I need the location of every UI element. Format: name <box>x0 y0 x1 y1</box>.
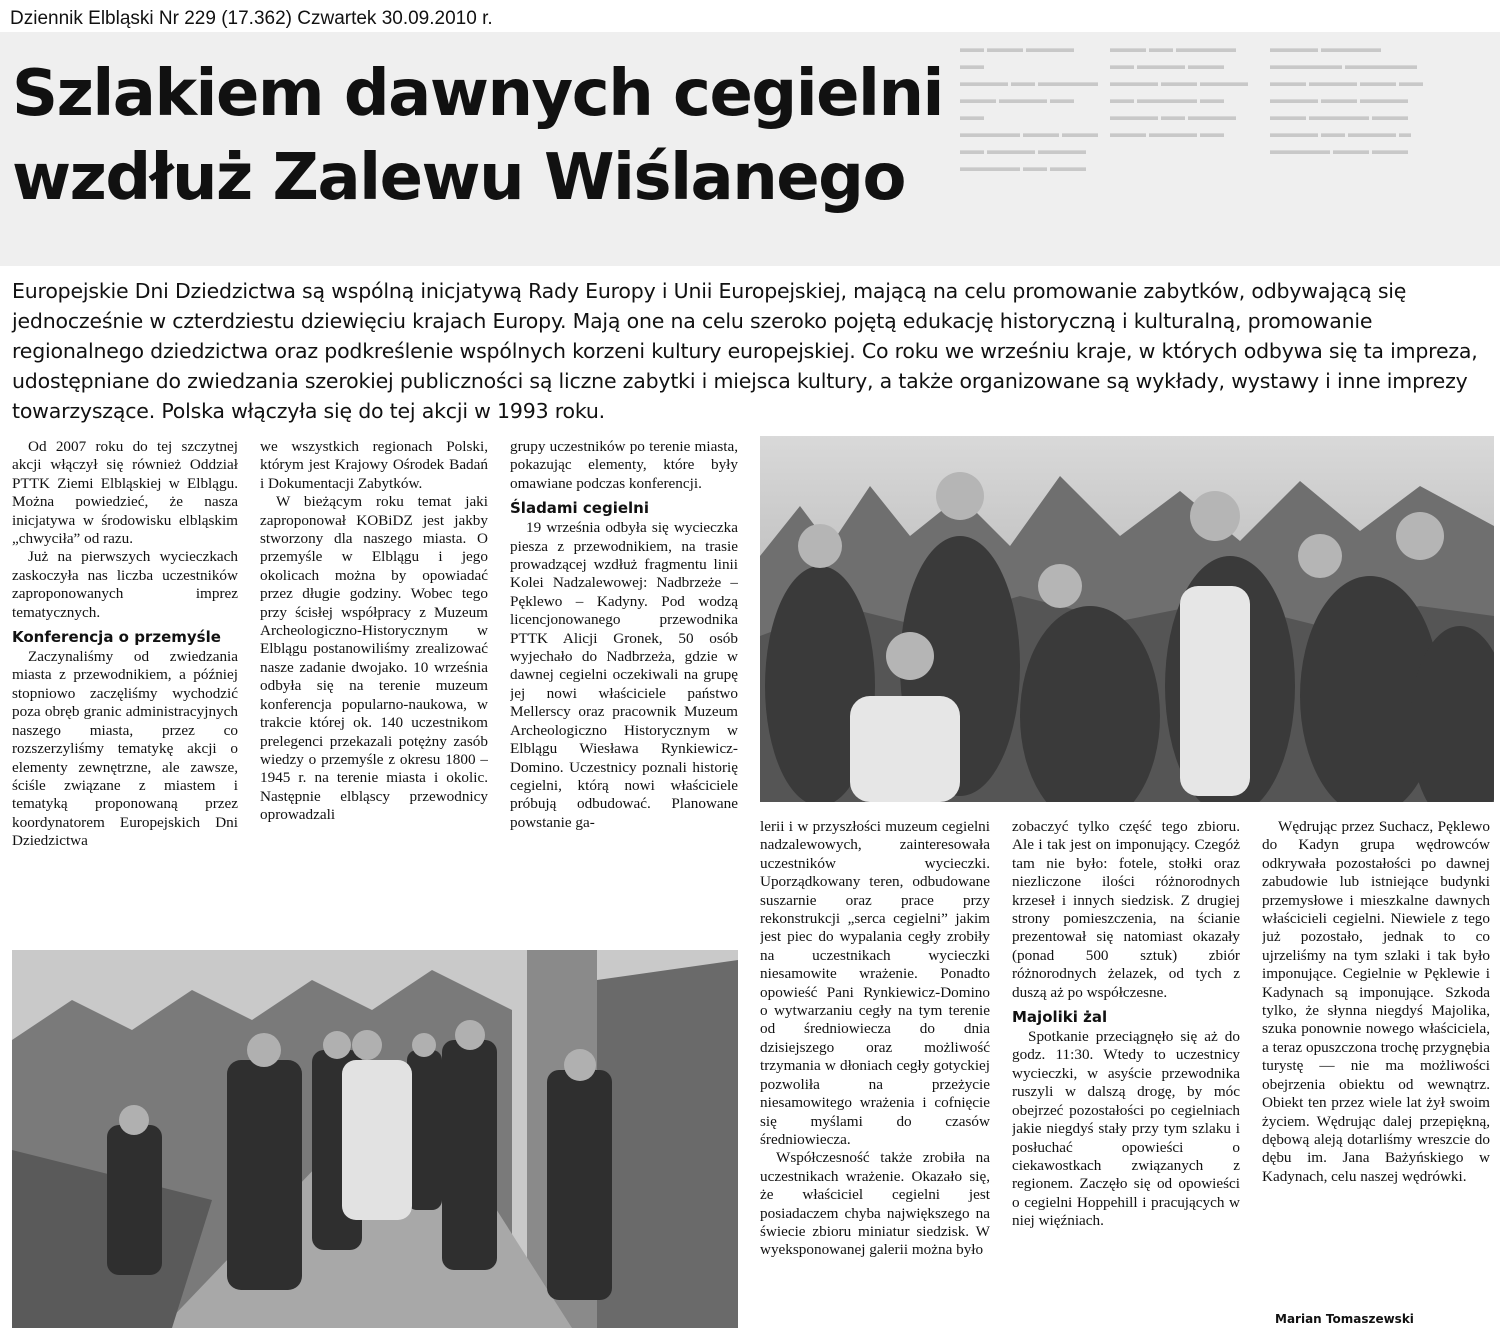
title-line-1: Szlakiem dawnych cegielni <box>12 57 943 131</box>
subheading-sladami: Śladami cegielni <box>510 499 649 518</box>
paragraph: W bieżącym roku temat jaki zaproponował KOBiDZ jest jakby stworzony dla naszego miasta. O przemyśle w Elblągu i jego okolicach można by opowiadać przez długie godziny. Wobec tego przy ścisłej współpracy z Muzeum Archeologiczno-Historycznym w Elblągu postanowiliśmy zrealizować nasze zadanie dwojako. 10 września odbyła się na terenie muzeum konferencja popularno-naukowa, w trakcie której ok. 140 uczestnikom prelegenci przekazali potężny zasób wiedzy o przemyśle z okresu 1800 – 1945 r. na terenie miasta i okolic. Następnie elbląscy przewodnicy oprowadzali <box>260 493 488 824</box>
subheading-konferencja: Konferencja o przemyśle <box>12 628 221 647</box>
photo-group-with-guide-image <box>760 436 1494 802</box>
title-line-2: wzdłuż Zalewu Wiślanego <box>12 141 905 215</box>
paragraph: Wędrując przez Suchacz, Pęklewo do Kadyn grupa wędrowców odkrywała pozostałości po dawnej zabudowie lub istniejące budynki przemysłowe i mieszkalne dawnych właścicieli cegielni. Niewiele z tego już pozostało, jednak to co ujrzeliśmy na tym szlaki i tak było imponujące. Cegielnie w Pęklewie i Kadynach są imponujące. Szkoda tylko, że słynna niegdyś Majolika, szuka ponownie nowego właściciela, a teraz opuszczona trochę przygnębia turystę — nie ma możliwości obejrzenia obiektu od wewnątrz. Obiekt ten przez wiele lat żył swoim życiem. Wędrując dalej przepiękną, dębową aleją dotarliśmy wreszcie do dębu im. Jana Bażyńskiego w Kadynach, celu naszej wędrówki. <box>1262 818 1490 1185</box>
paragraph: 19 września odbyła się wycieczka piesza z przewodnikiem, na trasie prowadzącej wzdłuż fragmentu linii Kolei Nadzalewowej: Nadbrzeże – Pęklewo – Kadyny. Pod wodzą licencjonowanego przewodnika PTTK Alicji Gronek, 50 osób wyjechało do Nadbrzeża, gdzie w dawnej cegielni oczekiwali na grupę jej nowi właściciele państwo Mellerscy oraz pracownik Muzeum Archeologiczno Historycznym w Elblągu Wiesława Rynkiewicz-Domino. Uczestnicy poznali historię cegielni, którą nowi właściciele próbują odbudować. Planowane powstanie ga- <box>510 519 738 831</box>
subheading-majoliki: Majoliki żal <box>1012 1008 1108 1027</box>
paragraph: Od 2007 roku do tej szczytnej akcji włączył się również Oddział PTTK Ziemi Elbląskiej w Elblągu. Można powiedzieć, że nasza inicjatywa w środowisku elbląskim „chwyciła” od razu. <box>12 438 238 548</box>
paragraph: Spotkanie przeciągnęło się aż do godz. 11:30. Wtedy to uczestnicy wycieczki, w asyście przewodnika ruszyli w dalszą drogę, by móc obejrzeć pozostałości po cegielniach jakie niegdyś stały przy tym szlaku i posłuchać opowieści o ciekawostkach związanych z regionem. Zaczęło się od opowieści o cegielni Hoppehill i pracujących w niej więźniach. <box>1012 1028 1240 1230</box>
ghost-column: ▬▬ ▬▬▬ ▬▬▬▬ ▬▬ ▬▬▬▬ ▬▬ ▬▬▬▬▬ ▬▬▬ ▬▬▬▬ ▬▬ ▬▬ ▬▬▬▬▬ ▬▬▬ ▬▬▬ ▬▬ ▬▬▬▬ ▬▬▬▬ ▬▬▬▬▬ ▬▬ ▬▬▬ <box>960 41 1098 174</box>
text-column-3 <box>510 438 738 942</box>
text-column-2 <box>260 438 488 942</box>
author-byline: Marian Tomaszewski <box>1275 1312 1414 1326</box>
photo-group-with-guide <box>760 436 1494 802</box>
photo-walking-group-image <box>12 950 738 1328</box>
paragraph: we wszystkich regionach Polski, którym jest Krajowy Ośrodek Badań i Dokumentacji Zabytków. <box>260 438 488 492</box>
paragraph: Współczesność także zrobiła na uczestnikach wrażenie. Okazało się, że właściciel cegielni jest posiadaczem chyba największego na świecie zbioru miniatur siedzisk. W wyeksponowanej galerii można było <box>760 1149 990 1259</box>
paragraph: zobaczyć tylko część tego zbioru. Ale i tak jest on imponujący. Czegóż tam nie było: fotele, stołki oraz niezliczone ilości różnorodnych krzeseł i innych siedzisk. Z drugiej strony pomieszczenia, na ścianie prezentował się natomiast okazały (ponad 500 sztuk) zbiór różnorodnych żelazek, od tych z duszą aż po współczesne. <box>1012 818 1240 1001</box>
article-title <box>12 52 943 220</box>
ghost-column: ▬▬▬▬ ▬▬▬▬▬ ▬▬▬▬▬▬ ▬▬▬▬▬▬ ▬▬▬ ▬▬▬▬ ▬▬▬ ▬▬ ▬▬▬▬ ▬▬▬ ▬▬▬▬ ▬▬▬ ▬▬▬▬▬ ▬▬▬ ▬▬▬▬ ▬▬ ▬▬▬▬ ▬ ▬▬▬▬▬ ▬▬▬ ▬▬▬ <box>1270 41 1423 157</box>
paragraph: lerii i w przyszłości muzeum cegielni nadzalewowych, zainteresowała uczestników wycieczki. Uporządkowany teren, odbudowane suszarnie oraz prace przy rekonstrukcji „serca cegielni” jakim jest piec do wypalania cegły zrobiły na uczestnikach wycieczki niesamowite wrażenie. Ponadto opowieść Pani Rynkiewicz-Domino o wytwarzaniu cegły na tym terenie od średniowiecza do dnia dzisiejszego oraz możliwość trzymania w dłoniach cegły gotyckiej pozwoliła na przeżycie niesamowitego wrażenia i cofnięcie się myślami do czasów średniowiecza. <box>760 818 990 1148</box>
text-column-6 <box>1262 818 1490 1310</box>
ghost-column: ▬▬▬ ▬▬ ▬▬▬▬▬ ▬▬ ▬▬▬▬ ▬▬▬ ▬▬▬▬ ▬▬▬ ▬▬▬▬ ▬▬ ▬▬▬▬▬ ▬▬ ▬▬▬▬ ▬▬ ▬▬▬▬ ▬▬▬ ▬▬▬▬ ▬▬ <box>1110 41 1248 140</box>
issue-header: Dziennik Elbląski Nr 229 (17.362) Czwartek 30.09.2010 r. <box>10 8 493 29</box>
photo-walking-group <box>12 950 738 1328</box>
paragraph: Zaczynaliśmy od zwiedzania miasta z przewodnikiem, a później stopniowo zaczęliśmy wychodzić poza obręb granic administracyjnych naszego miasta, przez co rozszerzyliśmy tematykę akcji o elementy zewnętrzne, ale zawsze, ściśle związane z miastem i tematyką proponowaną przez koordynatorem Europejskich Dni Dziedzictwa <box>12 648 238 850</box>
text-column-4 <box>760 818 990 1328</box>
text-column-5 <box>1012 818 1240 1328</box>
text-column-1 <box>12 438 238 942</box>
paragraph: Już na pierwszych wycieczkach zaskoczyła nas liczba uczestników zaproponowanych imprez tematycznych. <box>12 548 238 621</box>
article-lead: Europejskie Dni Dziedzictwa są wspólną inicjatywą Rady Europy i Unii Europejskiej, mającą na celu promowanie zabytków, odbywającą się jednocześnie w czterdziestu dziewięciu krajach Europy. Mają one na celu szeroko pojętą edukację historyczną i kulturalną, promowanie regionalnego dziedzictwa oraz podkreślenie wspólnych korzeni kultury europejskiej. Co roku we wrześniu kraje, w których odbywa się ta impreza, udostępniane do zwiedzania szerokiej publiczności są liczne zabytki i miejsca kultury, a także organizowane są wykłady, wystawy i inne imprezy towarzyszące. Polska włączyła się do tej akcji w 1993 roku. <box>12 279 1478 423</box>
paragraph: grupy uczestników po terenie miasta, pokazując elementy, które były omawiane podczas konferencji. <box>510 438 738 492</box>
